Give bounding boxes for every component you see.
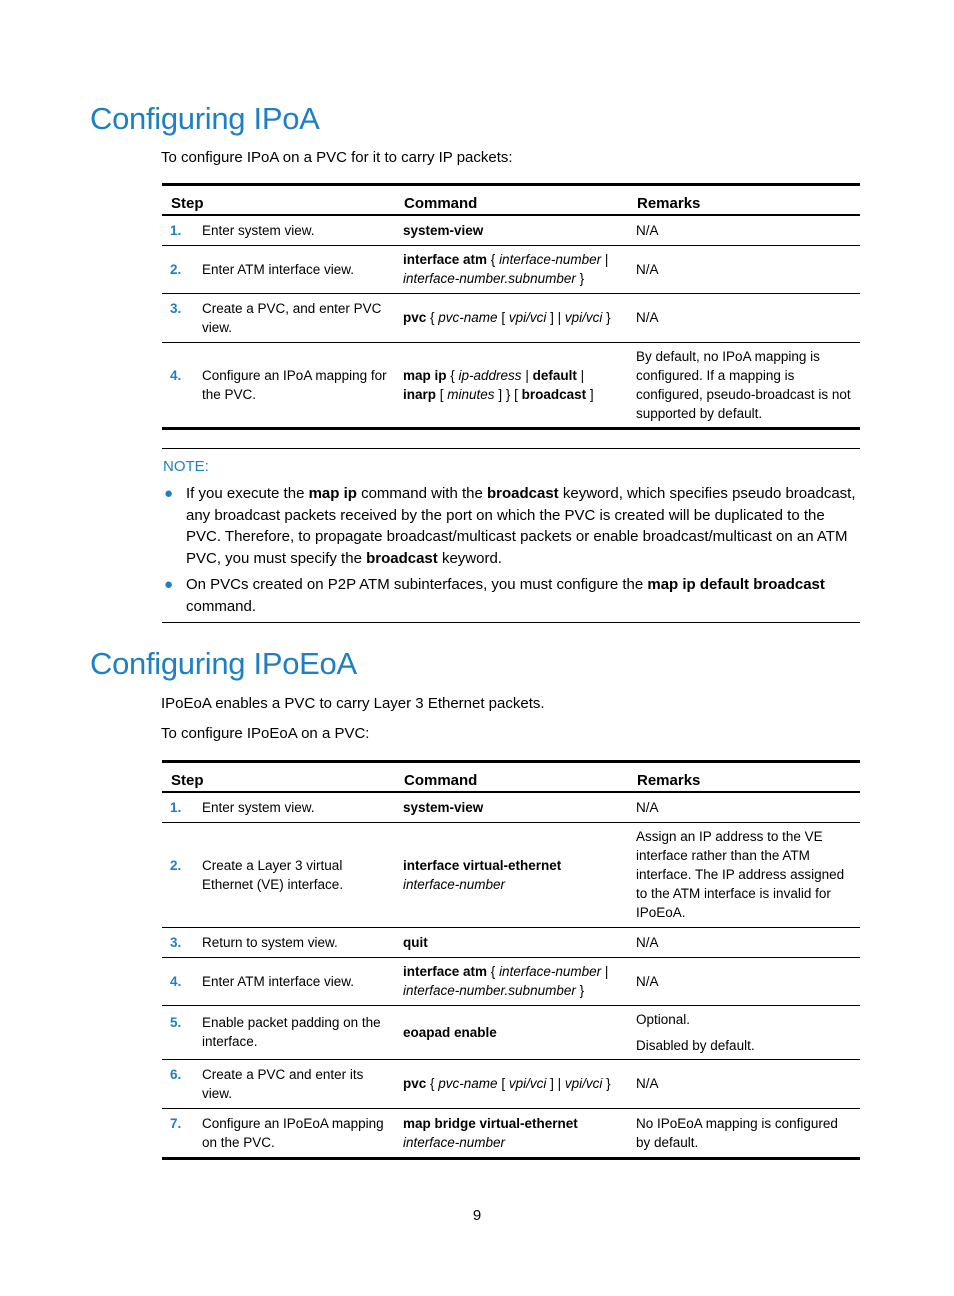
section-title-ipoa: Configuring IPoA <box>90 101 320 136</box>
command-cell: system-view <box>403 799 484 815</box>
command-cell: quit <box>403 934 428 950</box>
command-cell: pvc { pvc-name [ vpi/vci ] | vpi/vci } <box>403 310 611 325</box>
note-title: NOTE: <box>163 458 209 475</box>
header-command: Command <box>404 195 478 212</box>
step-text: Create a PVC, and enter PVC view. <box>202 300 382 335</box>
command-cell: eoapad enable <box>403 1024 497 1040</box>
remarks-cell: Assign an IP address to the VE interface rather than the ATM interface. The IP address assigned to the ATM interface is invalid for IPoEoA. <box>636 829 845 920</box>
table-row <box>162 1005 860 1059</box>
table-row <box>162 342 860 428</box>
step-number: 2. <box>170 261 182 277</box>
step-text: Create a PVC and enter its view. <box>202 1066 364 1101</box>
table-row <box>162 1059 860 1108</box>
step-number: 2. <box>170 857 182 873</box>
step-number: 6. <box>170 1066 182 1082</box>
step-number: 3. <box>170 934 182 950</box>
section-intro: To configure IPoA on a PVC for it to carry IP packets: <box>161 149 513 166</box>
remarks-cell: Optional. Disabled by default. <box>636 1011 755 1053</box>
table-row <box>162 792 860 822</box>
remarks-cell: By default, no IPoA mapping is configured. If a mapping is configured, pseudo-broadcast is not supported by default. <box>636 348 851 421</box>
note-list <box>162 483 860 617</box>
section-title-ipoeoa: Configuring IPoEoA <box>90 646 357 681</box>
step-text: Return to system view. <box>202 934 338 950</box>
command-cell: system-view <box>403 222 484 238</box>
step-number: 7. <box>170 1115 182 1131</box>
step-number: 5. <box>170 1015 182 1030</box>
step-text: Enter ATM interface view. <box>202 261 355 277</box>
ipoa-command-table <box>162 183 860 430</box>
remarks-cell: N/A <box>636 934 659 950</box>
ipoeoa-command-table <box>162 760 860 1160</box>
step-number: 1. <box>170 799 182 815</box>
table-header-row <box>162 185 860 216</box>
section-intro: IPoEoA enables a PVC to carry Layer 3 Ethernet packets. <box>161 695 545 712</box>
remarks-cell: N/A <box>636 261 659 277</box>
list-item: ● If you execute the map ip command with the broadcast keyword, which specifies pseudo broadcast, any broadcast packets received by the port on which the PVC is created will be duplicated to the PVC. Therefore, to propagate broadcast/multicast packets or enable broadcast/multicast on an ATM PVC, you must specify the broadcast keyword. <box>164 485 856 567</box>
remarks-cell: N/A <box>636 799 659 815</box>
table-row <box>162 215 860 245</box>
command-cell: interface atm { interface-number | interface-number.subnumber } <box>403 252 609 286</box>
header-step: Step <box>171 772 204 789</box>
step-text: Create a Layer 3 virtual Ethernet (VE) interface. <box>202 857 344 892</box>
command-cell: interface atm { interface-number | interface-number.subnumber } <box>403 964 609 998</box>
list-item: ● On PVCs created on P2P ATM subinterfaces, you must configure the map ip default broadcast command. <box>164 576 825 615</box>
remarks-cell: N/A <box>636 222 659 238</box>
step-text: Configure an IPoA mapping for the PVC. <box>202 367 387 402</box>
step-number: 4. <box>170 367 182 383</box>
table-row <box>162 1108 860 1158</box>
step-text: Enter system view. <box>202 799 315 815</box>
step-number: 1. <box>170 222 182 238</box>
table-row <box>162 245 860 293</box>
header-step: Step <box>171 195 204 212</box>
step-text: Enable packet padding on the interface. <box>202 1015 381 1049</box>
table-row <box>162 927 860 957</box>
bullet-icon: ● <box>164 576 174 593</box>
command-cell: pvc { pvc-name [ vpi/vci ] | vpi/vci } <box>403 1076 611 1091</box>
command-cell: interface virtual-ethernet interface-number <box>403 857 562 892</box>
remarks-cell: N/A <box>636 973 659 989</box>
step-number: 3. <box>170 300 182 316</box>
note-box <box>162 448 860 623</box>
header-command: Command <box>404 772 478 789</box>
header-remarks: Remarks <box>637 772 701 789</box>
table-row <box>162 822 860 927</box>
remarks-cell: No IPoEoA mapping is configured by default. <box>636 1115 838 1150</box>
step-text: Enter ATM interface view. <box>202 973 355 989</box>
step-number: 4. <box>170 973 182 989</box>
remarks-cell: N/A <box>636 310 659 325</box>
command-cell: map bridge virtual-ethernet interface-number <box>403 1115 578 1150</box>
bullet-icon: ● <box>164 485 174 502</box>
command-cell: map ip { ip-address | default | inarp [ minutes ] } [ broadcast ] <box>403 367 594 402</box>
table-header-row <box>162 762 860 793</box>
step-text: Configure an IPoEoA mapping on the PVC. <box>202 1115 384 1150</box>
section-intro: To configure IPoEoA on a PVC: <box>161 725 370 742</box>
table-row <box>162 957 860 1005</box>
header-remarks: Remarks <box>637 195 701 212</box>
remarks-cell: N/A <box>636 1076 659 1091</box>
table-row <box>162 293 860 342</box>
step-text: Enter system view. <box>202 222 315 238</box>
page-number: 9 <box>472 1207 482 1224</box>
